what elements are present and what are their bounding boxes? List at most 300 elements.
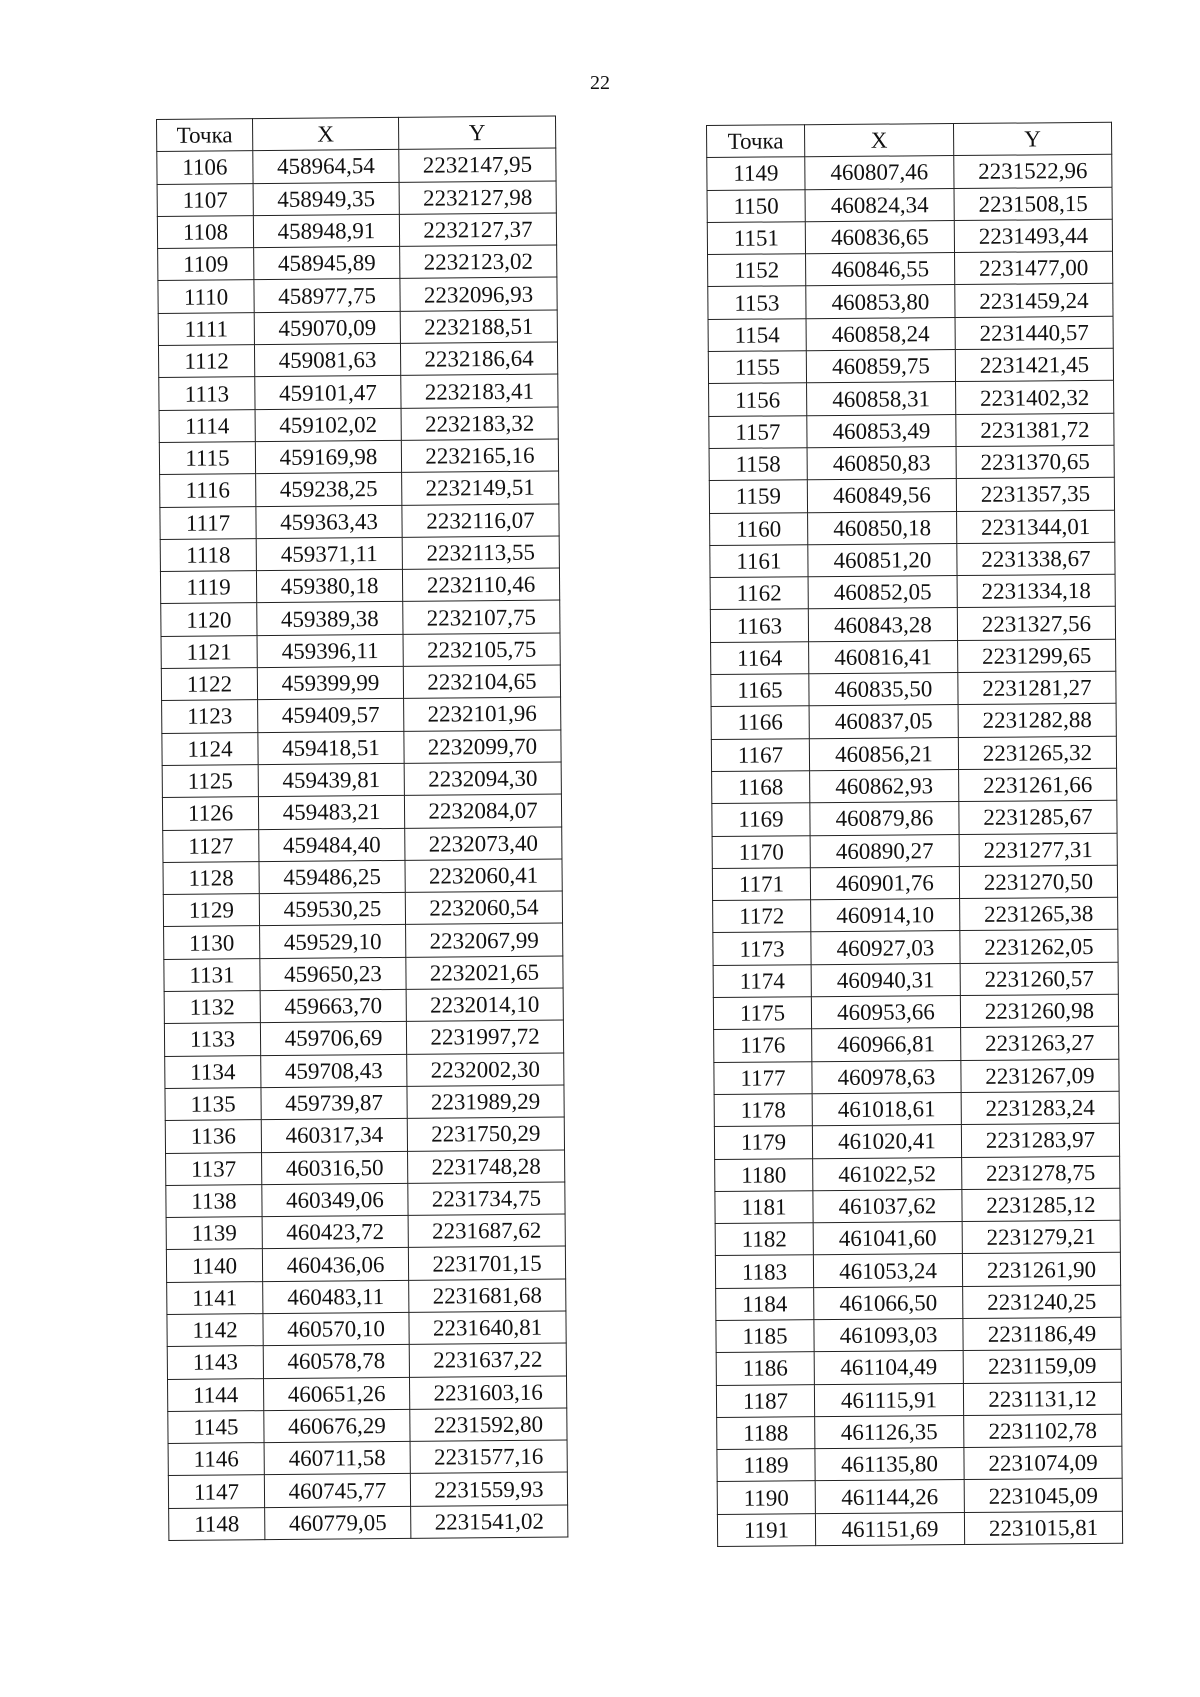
table-row — [165, 1085, 564, 1121]
y-coordinate-cell: 2232073,40 — [405, 827, 562, 861]
table-row — [165, 1117, 564, 1153]
y-coordinate-cell: 2231989,29 — [407, 1085, 564, 1119]
point-number-cell: 1134 — [165, 1055, 261, 1088]
x-coordinate-cell: 461104,49 — [814, 1351, 963, 1384]
point-number-cell: 1177 — [714, 1061, 812, 1094]
table-row — [166, 1214, 565, 1250]
y-coordinate-cell: 2231261,66 — [959, 768, 1117, 802]
table-row — [161, 633, 560, 669]
table-row — [711, 671, 1116, 706]
point-number-cell: 1154 — [708, 319, 806, 352]
x-coordinate-cell: 460745,77 — [264, 1474, 410, 1508]
point-number-cell: 1165 — [711, 674, 809, 707]
table-row — [158, 342, 557, 378]
y-coordinate-cell: 2231265,38 — [960, 897, 1118, 931]
x-coordinate-cell: 460853,80 — [806, 285, 955, 318]
y-coordinate-cell: 2232107,75 — [403, 600, 560, 634]
point-number-cell: 1142 — [167, 1314, 263, 1347]
x-coordinate-cell: 459371,11 — [256, 537, 402, 571]
y-coordinate-cell: 2232127,98 — [399, 181, 556, 215]
table-row — [711, 639, 1116, 674]
table-row — [709, 381, 1114, 416]
y-coordinate-cell: 2231279,21 — [962, 1220, 1120, 1254]
point-number-cell: 1112 — [158, 345, 254, 378]
x-coordinate-cell: 459389,38 — [257, 602, 403, 636]
x-coordinate-cell: 461018,61 — [812, 1092, 961, 1125]
y-coordinate-cell: 2231701,15 — [408, 1246, 565, 1280]
x-coordinate-cell: 459530,25 — [259, 892, 405, 926]
point-number-cell: 1122 — [161, 668, 257, 701]
x-coordinate-cell: 459529,10 — [260, 925, 406, 959]
x-coordinate-cell: 460837,05 — [809, 705, 958, 738]
x-coordinate-cell: 461053,24 — [813, 1254, 962, 1287]
x-coordinate-cell: 460651,26 — [263, 1377, 409, 1411]
table-row — [710, 607, 1115, 642]
table-row — [716, 1285, 1121, 1320]
table-row — [715, 1220, 1120, 1255]
page-number: 22 — [590, 72, 610, 94]
x-coordinate-cell: 459409,57 — [258, 699, 404, 733]
point-number-cell: 1156 — [709, 383, 807, 416]
point-number-cell: 1170 — [712, 835, 810, 868]
y-coordinate-cell: 2231074,09 — [964, 1446, 1122, 1480]
table-row — [708, 348, 1113, 383]
point-number-cell: 1186 — [716, 1352, 814, 1385]
coordinates-table-left — [156, 116, 568, 1541]
point-number-cell: 1178 — [714, 1094, 812, 1127]
y-coordinate-cell: 2231327,56 — [957, 607, 1115, 641]
y-coordinate-cell: 2231159,09 — [963, 1350, 1121, 1384]
y-coordinate-cell: 2231278,75 — [962, 1156, 1120, 1190]
point-number-cell: 1164 — [711, 641, 809, 674]
table-row — [161, 665, 560, 701]
point-number-cell: 1139 — [166, 1217, 262, 1250]
y-coordinate-cell: 2231681,68 — [409, 1279, 566, 1313]
x-coordinate-cell: 460890,27 — [810, 834, 959, 867]
x-coordinate-cell: 459081,63 — [254, 343, 400, 377]
y-coordinate-cell: 2231344,01 — [957, 510, 1115, 544]
y-coordinate-cell: 2231102,78 — [964, 1414, 1122, 1448]
point-number-cell: 1125 — [162, 765, 258, 798]
y-coordinate-cell: 2231260,57 — [960, 962, 1118, 996]
table-row — [160, 536, 559, 572]
point-number-cell: 1174 — [713, 964, 811, 997]
table-row — [162, 697, 561, 733]
header-y: Y — [953, 122, 1111, 156]
x-coordinate-cell: 460349,06 — [262, 1183, 408, 1217]
y-coordinate-cell: 2231750,29 — [407, 1117, 564, 1151]
y-coordinate-cell: 2232105,75 — [403, 633, 560, 667]
table-row — [708, 251, 1113, 286]
x-coordinate-cell: 460836,65 — [805, 220, 954, 253]
point-number-cell: 1188 — [717, 1417, 815, 1450]
point-number-cell: 1120 — [161, 603, 257, 636]
x-coordinate-cell: 460953,66 — [811, 996, 960, 1029]
header-x: X — [805, 124, 954, 157]
table-row — [715, 1188, 1120, 1223]
table-row — [166, 1246, 565, 1282]
y-coordinate-cell: 2232094,30 — [404, 762, 561, 796]
point-number-cell: 1127 — [163, 829, 259, 862]
table-row — [707, 187, 1112, 222]
y-coordinate-cell: 2231283,97 — [961, 1123, 1119, 1157]
point-number-cell: 1189 — [717, 1449, 815, 1482]
y-coordinate-cell: 2231637,22 — [409, 1343, 566, 1377]
x-coordinate-cell: 461022,52 — [813, 1157, 962, 1190]
y-coordinate-cell: 2232067,99 — [406, 923, 563, 957]
point-number-cell: 1155 — [708, 351, 806, 384]
x-coordinate-cell: 460927,03 — [811, 931, 960, 964]
x-coordinate-cell: 460966,81 — [812, 1028, 961, 1061]
x-coordinate-cell: 459483,21 — [258, 796, 404, 830]
point-number-cell: 1150 — [707, 189, 805, 222]
x-coordinate-cell: 460858,31 — [807, 382, 956, 415]
x-coordinate-cell: 460859,75 — [806, 350, 955, 383]
point-number-cell: 1160 — [710, 512, 808, 545]
y-coordinate-cell: 2231357,35 — [956, 478, 1114, 512]
point-number-cell: 1147 — [168, 1475, 264, 1508]
x-coordinate-cell: 460879,86 — [810, 802, 959, 835]
x-coordinate-cell: 460570,10 — [263, 1312, 409, 1346]
point-number-cell: 1129 — [163, 894, 259, 927]
x-coordinate-cell: 461151,69 — [815, 1512, 964, 1545]
y-coordinate-cell: 2231283,24 — [961, 1091, 1119, 1125]
x-coordinate-cell: 459238,25 — [256, 473, 402, 507]
point-number-cell: 1145 — [168, 1410, 264, 1443]
point-number-cell: 1106 — [157, 151, 253, 184]
y-coordinate-cell: 2231015,81 — [964, 1511, 1122, 1545]
x-coordinate-cell: 460914,10 — [811, 899, 960, 932]
table-row — [707, 219, 1112, 254]
point-number-cell: 1143 — [167, 1346, 263, 1379]
y-coordinate-cell: 2231281,27 — [958, 671, 1116, 705]
point-number-cell: 1152 — [708, 254, 806, 287]
x-coordinate-cell: 459418,51 — [258, 731, 404, 765]
y-coordinate-cell: 2231270,50 — [959, 865, 1117, 899]
y-coordinate-cell: 2232014,10 — [406, 988, 563, 1022]
point-number-cell: 1124 — [162, 732, 258, 765]
y-coordinate-cell: 2231734,75 — [408, 1182, 565, 1216]
y-coordinate-cell: 2231459,24 — [955, 284, 1113, 318]
x-coordinate-cell: 460862,93 — [810, 769, 959, 802]
x-coordinate-cell: 461066,50 — [814, 1286, 963, 1319]
table-row — [714, 1027, 1119, 1062]
point-number-cell: 1149 — [707, 157, 805, 190]
x-coordinate-cell: 461126,35 — [815, 1415, 964, 1448]
point-number-cell: 1135 — [165, 1088, 261, 1121]
x-coordinate-cell: 459070,09 — [254, 311, 400, 345]
point-number-cell: 1161 — [710, 545, 808, 578]
x-coordinate-cell: 459102,02 — [255, 408, 401, 442]
table-row — [157, 213, 556, 249]
x-coordinate-cell: 459706,69 — [260, 1022, 406, 1056]
point-number-cell: 1109 — [158, 248, 254, 281]
table-row — [714, 1059, 1119, 1094]
table-row — [168, 1472, 567, 1508]
table-row — [713, 897, 1118, 932]
point-number-cell: 1168 — [712, 771, 810, 804]
point-number-cell: 1113 — [159, 377, 255, 410]
x-coordinate-cell: 460901,76 — [810, 866, 959, 899]
table-row — [715, 1253, 1120, 1288]
point-number-cell: 1181 — [715, 1190, 813, 1223]
table-row — [168, 1440, 567, 1476]
x-coordinate-cell: 461041,60 — [813, 1222, 962, 1255]
x-coordinate-cell: 458964,54 — [253, 150, 399, 184]
y-coordinate-cell: 2231282,88 — [958, 704, 1116, 738]
y-coordinate-cell: 2231577,16 — [410, 1440, 567, 1474]
y-coordinate-cell: 2231045,09 — [964, 1479, 1122, 1513]
y-coordinate-cell: 2231370,65 — [956, 445, 1114, 479]
table-row — [707, 155, 1112, 190]
point-number-cell: 1162 — [710, 577, 808, 610]
table-row — [158, 310, 557, 346]
x-coordinate-cell: 460807,46 — [805, 156, 954, 189]
x-coordinate-cell: 460316,50 — [262, 1151, 408, 1185]
table-row — [164, 923, 563, 959]
x-coordinate-cell: 458948,91 — [253, 214, 399, 248]
x-coordinate-cell: 460940,31 — [811, 963, 960, 996]
table-row — [711, 736, 1116, 771]
x-coordinate-cell: 460824,34 — [805, 188, 954, 221]
point-number-cell: 1169 — [712, 803, 810, 836]
point-number-cell: 1163 — [710, 609, 808, 642]
y-coordinate-cell: 2232188,51 — [400, 310, 557, 344]
y-coordinate-cell: 2231508,15 — [954, 187, 1112, 221]
y-coordinate-cell: 2231748,28 — [408, 1149, 565, 1183]
point-number-cell: 1176 — [714, 1029, 812, 1062]
point-number-cell: 1121 — [161, 635, 257, 668]
x-coordinate-cell: 459399,99 — [257, 666, 403, 700]
table-row — [710, 542, 1115, 577]
x-coordinate-cell: 459169,98 — [255, 440, 401, 474]
table-row — [708, 316, 1113, 351]
table-row — [716, 1382, 1121, 1417]
y-coordinate-cell: 2231493,44 — [954, 219, 1112, 253]
y-coordinate-cell: 2231559,93 — [410, 1472, 567, 1506]
table-row — [168, 1408, 567, 1444]
point-number-cell: 1137 — [166, 1152, 262, 1185]
x-coordinate-cell: 459739,87 — [261, 1086, 407, 1120]
table-row — [709, 478, 1114, 513]
table-row — [157, 181, 556, 217]
y-coordinate-cell: 2232116,07 — [402, 504, 559, 538]
table-row — [164, 956, 563, 992]
y-coordinate-cell: 2231440,57 — [955, 316, 1113, 350]
table-row — [713, 962, 1118, 997]
y-coordinate-cell: 2231640,81 — [409, 1311, 566, 1345]
point-number-cell: 1107 — [157, 183, 253, 216]
point-number-cell: 1180 — [715, 1158, 813, 1191]
point-number-cell: 1128 — [163, 861, 259, 894]
y-coordinate-cell: 2232021,65 — [406, 956, 563, 990]
table-row — [158, 277, 557, 313]
x-coordinate-cell: 459708,43 — [261, 1054, 407, 1088]
table-row — [160, 568, 559, 604]
x-coordinate-cell: 460849,56 — [807, 479, 956, 512]
y-coordinate-cell: 2232104,65 — [403, 665, 560, 699]
table-body-right — [707, 155, 1123, 1547]
x-coordinate-cell: 458977,75 — [254, 279, 400, 313]
y-coordinate-cell: 2232127,37 — [399, 213, 556, 247]
y-coordinate-cell: 2232060,41 — [405, 859, 562, 893]
table-row — [160, 504, 559, 540]
point-number-cell: 1108 — [157, 216, 253, 249]
x-coordinate-cell: 459663,70 — [260, 989, 406, 1023]
y-coordinate-cell: 2232113,55 — [402, 536, 559, 570]
table-row — [162, 730, 561, 766]
x-coordinate-cell: 460436,06 — [262, 1248, 408, 1282]
table-row — [717, 1446, 1122, 1481]
table-row — [713, 930, 1118, 965]
x-coordinate-cell: 460843,28 — [808, 608, 957, 641]
x-coordinate-cell: 460850,83 — [807, 447, 956, 480]
table-row — [165, 1053, 564, 1089]
table-header-row — [707, 122, 1112, 157]
y-coordinate-cell: 2232096,93 — [400, 277, 557, 311]
x-coordinate-cell: 460423,72 — [262, 1215, 408, 1249]
y-coordinate-cell: 2231263,27 — [961, 1027, 1119, 1061]
x-coordinate-cell: 458949,35 — [253, 182, 399, 216]
y-coordinate-cell: 2232183,41 — [401, 374, 558, 408]
y-coordinate-cell: 2231334,18 — [957, 574, 1115, 608]
x-coordinate-cell: 459486,25 — [259, 860, 405, 894]
point-number-cell: 1115 — [159, 442, 255, 475]
point-number-cell: 1136 — [165, 1120, 261, 1153]
point-number-cell: 1175 — [713, 997, 811, 1030]
table-row — [713, 994, 1118, 1029]
point-number-cell: 1191 — [717, 1513, 815, 1546]
table-row — [167, 1343, 566, 1379]
table-row — [163, 827, 562, 863]
table-body-left — [157, 148, 568, 1540]
x-coordinate-cell: 460483,11 — [263, 1280, 409, 1314]
x-coordinate-cell: 459650,23 — [260, 957, 406, 991]
x-coordinate-cell: 460835,50 — [809, 673, 958, 706]
table-row — [161, 600, 560, 636]
y-coordinate-cell: 2232147,95 — [399, 148, 556, 182]
point-number-cell: 1117 — [160, 506, 256, 539]
y-coordinate-cell: 2232123,02 — [400, 245, 557, 279]
x-coordinate-cell: 459380,18 — [256, 570, 402, 604]
table-row — [158, 245, 557, 281]
point-number-cell: 1157 — [709, 415, 807, 448]
x-coordinate-cell: 461135,80 — [815, 1448, 964, 1481]
x-coordinate-cell: 459484,40 — [259, 828, 405, 862]
point-number-cell: 1116 — [160, 474, 256, 507]
point-number-cell: 1123 — [162, 700, 258, 733]
table-row — [717, 1479, 1122, 1514]
y-coordinate-cell: 2231522,96 — [954, 155, 1112, 189]
table-row — [159, 374, 558, 410]
table-row — [717, 1414, 1122, 1449]
x-coordinate-cell: 460852,05 — [808, 576, 957, 609]
point-number-cell: 1141 — [167, 1281, 263, 1314]
y-coordinate-cell: 2231997,72 — [406, 1020, 563, 1054]
y-coordinate-cell: 2231261,90 — [962, 1253, 1120, 1287]
y-coordinate-cell: 2231260,98 — [960, 994, 1118, 1028]
table-row — [716, 1317, 1121, 1352]
point-number-cell: 1126 — [162, 797, 258, 830]
table-row — [160, 471, 559, 507]
point-number-cell: 1159 — [709, 480, 807, 513]
table-row — [163, 891, 562, 927]
x-coordinate-cell: 461144,26 — [815, 1480, 964, 1513]
y-coordinate-cell: 2231240,25 — [963, 1285, 1121, 1319]
point-number-cell: 1140 — [166, 1249, 262, 1282]
point-number-cell: 1131 — [164, 958, 260, 991]
y-coordinate-cell: 2232183,32 — [401, 407, 558, 441]
point-number-cell: 1187 — [716, 1384, 814, 1417]
y-coordinate-cell: 2231421,45 — [955, 348, 1113, 382]
table-row — [709, 413, 1114, 448]
point-number-cell: 1171 — [712, 868, 810, 901]
header-x: X — [253, 117, 399, 151]
y-coordinate-cell: 2231603,16 — [409, 1376, 566, 1410]
table-header-row — [157, 116, 556, 152]
table-row — [714, 1091, 1119, 1126]
y-coordinate-cell: 2232186,64 — [400, 342, 557, 376]
table-row — [164, 1020, 563, 1056]
point-number-cell: 1190 — [717, 1481, 815, 1514]
point-number-cell: 1144 — [167, 1378, 263, 1411]
y-coordinate-cell: 2232002,30 — [407, 1053, 564, 1087]
point-number-cell: 1153 — [708, 286, 806, 319]
table-row — [708, 284, 1113, 319]
table-row — [166, 1182, 565, 1218]
point-number-cell: 1172 — [713, 900, 811, 933]
y-coordinate-cell: 2232060,54 — [405, 891, 562, 925]
point-number-cell: 1138 — [166, 1184, 262, 1217]
table-row — [162, 762, 561, 798]
x-coordinate-cell: 460846,55 — [806, 253, 955, 286]
y-coordinate-cell: 2231299,65 — [958, 639, 1116, 673]
table-row — [712, 833, 1117, 868]
x-coordinate-cell: 460858,24 — [806, 317, 955, 350]
table-row — [166, 1149, 565, 1185]
x-coordinate-cell: 458945,89 — [254, 247, 400, 281]
coordinates-table-right — [706, 122, 1123, 1547]
point-number-cell: 1167 — [711, 738, 809, 771]
table-row — [167, 1311, 566, 1347]
y-coordinate-cell: 2231381,72 — [956, 413, 1114, 447]
y-coordinate-cell: 2231262,05 — [960, 930, 1118, 964]
y-coordinate-cell: 2232084,07 — [404, 794, 561, 828]
header-y: Y — [398, 116, 555, 150]
x-coordinate-cell: 460856,21 — [809, 737, 958, 770]
point-number-cell: 1151 — [707, 222, 805, 255]
table-row — [712, 768, 1117, 803]
table-row — [157, 148, 556, 184]
point-number-cell: 1148 — [169, 1507, 265, 1540]
y-coordinate-cell: 2231186,49 — [963, 1317, 1121, 1351]
y-coordinate-cell: 2232101,96 — [404, 697, 561, 731]
y-coordinate-cell: 2231267,09 — [961, 1059, 1119, 1093]
table-row — [167, 1279, 566, 1315]
table-row — [710, 574, 1115, 609]
x-coordinate-cell: 461115,91 — [814, 1383, 963, 1416]
x-coordinate-cell: 460850,18 — [808, 511, 957, 544]
point-number-cell: 1184 — [716, 1287, 814, 1320]
point-number-cell: 1130 — [164, 926, 260, 959]
y-coordinate-cell: 2231285,12 — [962, 1188, 1120, 1222]
x-coordinate-cell: 460711,58 — [264, 1442, 410, 1476]
y-coordinate-cell: 2231265,32 — [958, 736, 1116, 770]
x-coordinate-cell: 460851,20 — [808, 543, 957, 576]
x-coordinate-cell: 460317,34 — [261, 1119, 407, 1153]
table-row — [162, 794, 561, 830]
table-row — [163, 859, 562, 895]
